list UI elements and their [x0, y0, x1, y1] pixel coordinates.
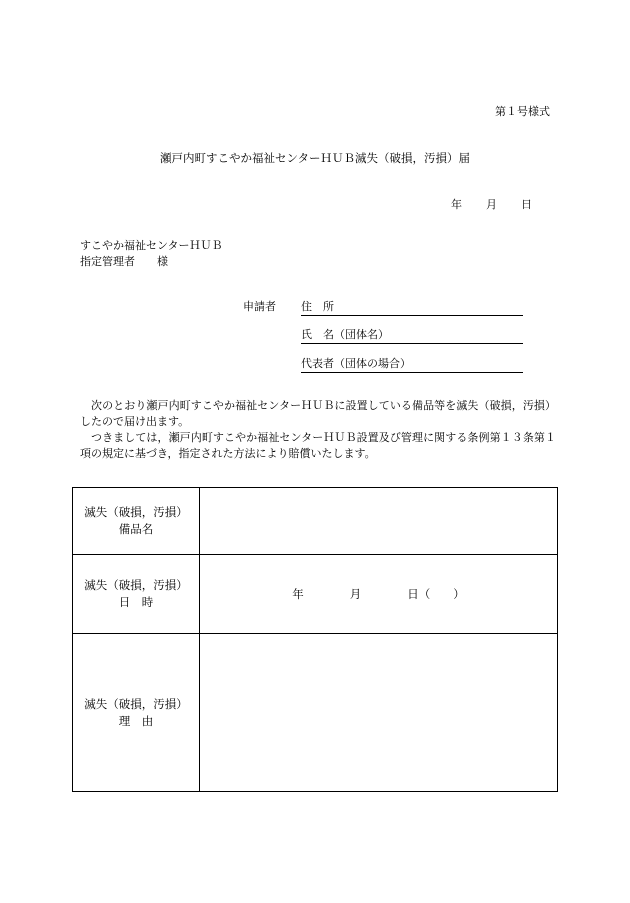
representative-label: 代表者（団体の場合） — [301, 357, 411, 370]
page-title: 瀬戸内町すこやか福祉センターＨＵＢ滅失（破損，汚損）届 — [159, 151, 471, 165]
table-row-item-name — [73, 488, 558, 555]
date-month-label: 月 — [486, 198, 497, 211]
addressee — [80, 238, 223, 270]
item-name-label: 滅失（破損，汚損） 備品名 — [73, 488, 200, 555]
date-year-label: 年 — [451, 198, 462, 211]
datetime-input[interactable]: 年 月 日（ ） — [200, 555, 558, 634]
reason-label: 滅失（破損，汚損） 理 由 — [73, 634, 200, 792]
date-day-label: 日 — [521, 198, 532, 211]
datetime-label: 滅失（破損，汚損） 日 時 — [73, 555, 200, 634]
form-number: 第１号様式 — [495, 105, 550, 118]
body-paragraph-2: つきましては，瀬戸内町すこやか福祉センターＨＵＢ設置及び管理に関する条例第１３条第１項の規定に基づき，指定された方法により賠償いたします。 — [80, 431, 556, 460]
name-label: 氏 名（団体名） — [301, 328, 389, 341]
reason-input[interactable] — [200, 634, 558, 792]
address-field[interactable] — [301, 298, 523, 316]
addressee-facility: すこやか福祉センターＨＵＢ — [80, 239, 223, 252]
table-row-datetime — [73, 555, 558, 634]
representative-field[interactable] — [301, 355, 523, 373]
table-row-reason — [73, 634, 558, 792]
applicant-label: 申請者 — [243, 300, 276, 313]
name-field[interactable] — [301, 326, 523, 344]
date-line — [451, 196, 532, 212]
body-paragraph-1: 次のとおり瀬戸内町すこやか福祉センターＨＵＢに設置している備品等を滅失（破損，汚損）したので届け出ます。 — [80, 399, 556, 428]
addressee-manager: 指定管理者 様 — [80, 255, 168, 268]
damage-report-table — [72, 487, 558, 792]
body-text — [80, 398, 556, 462]
address-label: 住 所 — [301, 300, 334, 313]
item-name-input[interactable] — [200, 488, 558, 555]
